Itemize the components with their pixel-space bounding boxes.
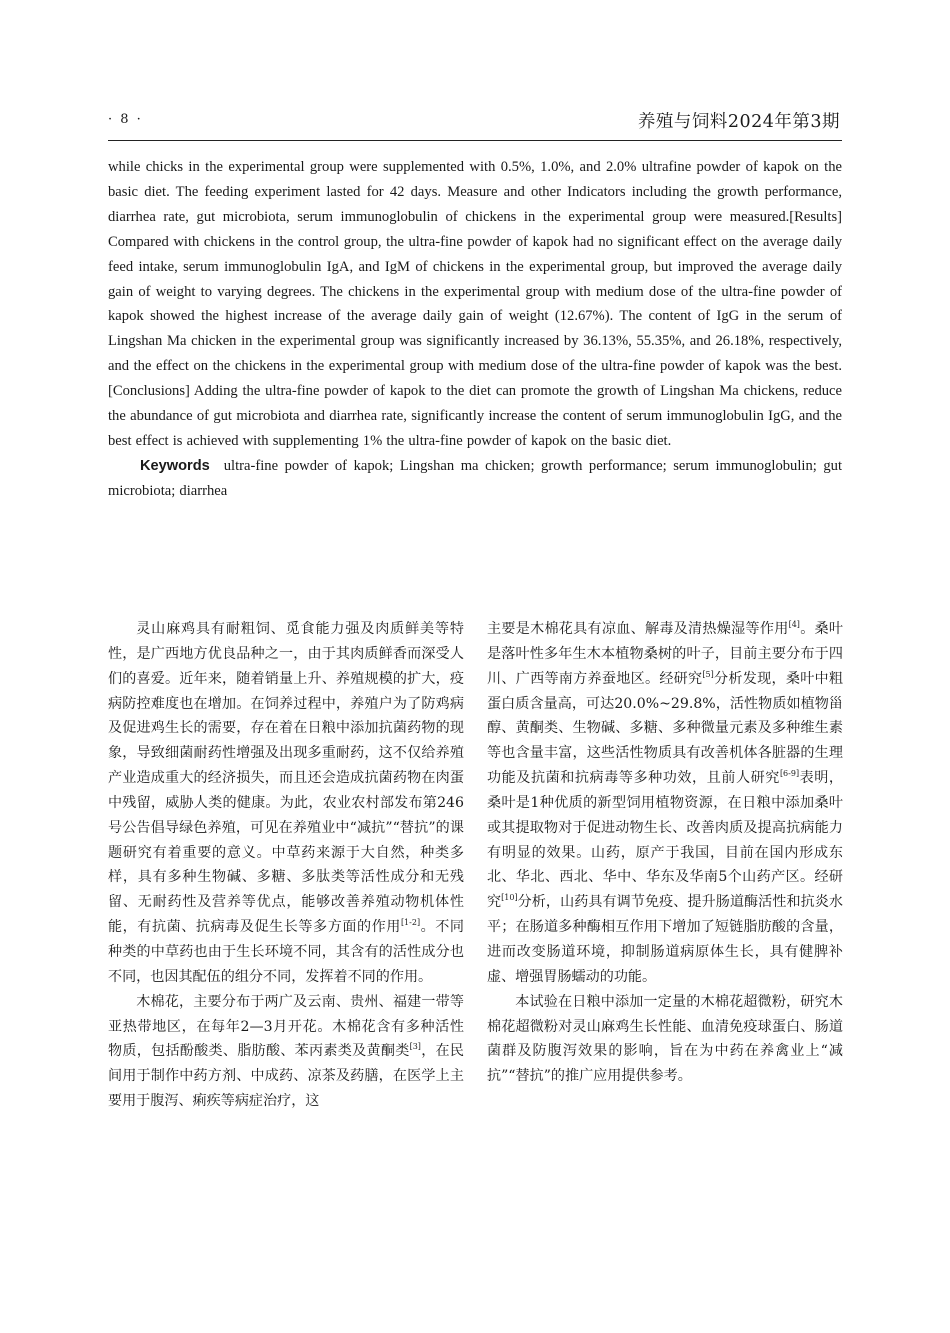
paragraph-text: 。桑叶是落叶性多年生木本植物桑树的叶子，目前主要分布于四川、广西等南方养蚕地区。经研究: [487, 621, 844, 687]
citation: [10]: [501, 893, 518, 903]
keywords-line: [108, 454, 842, 504]
paragraph-text: 灵山麻鸡具有耐粗饲、觅食能力强及肉质鲜美等特性，是广西地方优良品种之一，由于其肉质鲜香而深受人们的喜爱。近年来，随着销量上升、养殖规模的扩大，疫病防控难度也在增加。在饲养过程中，养殖户为了防鸡病及促进鸡生长的需要，存在着在日粮中添加抗菌药物的现象，导致细菌耐药性增强及出现多重耐药，这不仅给养殖产业造成重大的经济损失，而且还会造成抗菌药物在肉蛋中残留，威胁人类的健康。为此，农业农村部发布第246号公告倡导绿色养殖，可见在养殖业中“减抗”“替抗”的课题研究有着重要的意义。中草药来源于大自然，种类多样，具有多种生物碱、多糖、多肽类等活性成分和无残留、无耐药性及营养等优点，能够改善养殖动物机体性能，有抗菌、抗病毒及促生长等多方面的作用: [108, 621, 464, 936]
paragraph-intro: [108, 617, 464, 990]
paragraph-text: ，在民间用于制作中药方剂、中成药、凉茶及药膳，在医学上主要用于腹泻、痢疾等病症治疗，这: [108, 1043, 465, 1110]
left-column: [108, 617, 464, 1114]
paragraph-kapok-continued: [487, 617, 843, 990]
paragraph-text: 主要是木棉花具有凉血、解毒及清热燥湿等作用: [487, 621, 789, 637]
citation: [4]: [788, 620, 800, 629]
paragraph-text: 分析，山药具有调节免疫、提升肠道酶活性和抗炎水平；在肠道多种酶相互作用下增加了短链脂肪酸的含量，进而改变肠道环境，抑制肠道病原体生长，具有健脾补虚、增强胃肠蠕动的功能。: [487, 894, 844, 985]
paragraph-text: 木棉花，主要分布于两广及云南、贵州、福建一带等亚热带地区，在每年2—3月开花。木棉花含有多种活性物质，包括酚酸类、脂肪酸、苯丙素类及黄酮类: [108, 993, 464, 1060]
keywords-text: ultra-fine powder of kapok; Lingshan ma chicken; growth performance; serum immunoglobulin; gut microbiota; diarrhea: [108, 457, 842, 499]
english-abstract: [108, 155, 842, 504]
paragraph-objective: 本试验在日粮中添加一定量的木棉花超微粉，研究木棉花超微粉对灵山麻鸡生长性能、血清免疫球蛋白、肠道菌群及防腹泻效果的影响，旨在为中药在养禽业上“减抗”“替抗”的推广应用提供参考。: [487, 993, 843, 1085]
abstract-text: while chicks in the experimental group were supplemented with 0.5%, 1.0%, and 2.0% ultrafine powder of kapok on the basic diet. The feeding experiment lasted for 42 days. Measure and other Indicators including the growth performance, diarrhea rate, gut microbiota, serum immunoglobulin of chickens in the experimental group were measured.[Results] Compared with chickens in the control group, the ultra-fine powder of kapok had no significant effect on the average daily feed intake, serum immunoglobulin IgA, and IgM of chickens in the experimental group, but improved the average daily gain of weight to varying degrees. The chickens in the experimental group with medium dose of the ultra-fine powder of kapok showed the highest increase of the average daily gain of weight (12.67%). The content of IgG in the serum of Lingshan Ma chicken in the experimental group was significantly increased by 36.13%, 55.35%, and 26.18%, respectively, and the effect on the chickens in the experimental group with medium dose of the ultra-fine powder of kapok was the best.[Conclusions] Adding the ultra-fine powder of kapok to the diet can promote the growth of Lingshan Ma chickens, reduce the abundance of gut microbiota and diarrhea rate, significantly increase the content of serum immunoglobulin IgG, and the best effect is achieved with supplementing 1% the ultra-fine powder of kapok on the basic diet.: [108, 159, 842, 449]
keywords-label: Keywords: [140, 457, 210, 474]
right-column: [487, 617, 843, 1089]
paragraph-text: 分析发现，桑叶中粗蛋白质含量高，可达20.0%~29.8%，活性物质如植物甾醇、黄酮类、生物碱、多糖、多种微量元素及多种维生素等也含量丰富，这些活性物质具有改善机体各脏器的生理功能及抗菌和抗病毒等多种功效，且前人研究: [487, 670, 844, 787]
journal-issue: 养殖与饲料2024年第3期: [637, 112, 840, 132]
page-header: [108, 108, 842, 141]
paragraph-text: 。不同种类的中草药也由于生长环境不同，其含有的活性成分也不同，也因其配伍的组分不同，发挥着不同的作用。: [108, 919, 465, 985]
citation: [5]: [702, 669, 714, 679]
paragraph-kapok: [108, 990, 464, 1114]
citation: [1-2]: [400, 918, 421, 928]
citation: [3]: [409, 1042, 421, 1052]
citation: [6-9]: [779, 769, 800, 779]
paragraph-text: 表明，桑叶是1种优质的新型饲用植物资源，在日粮中添加桑叶或其提取物对于促进动物生长、改善肉质及提高抗病能力有明显的效果。山药，原产于我国，目前在国内形成东北、华北、西北、华中、华东及华南5个山药产区。经研究: [487, 770, 844, 911]
page-number: · 8 ·: [108, 112, 143, 127]
